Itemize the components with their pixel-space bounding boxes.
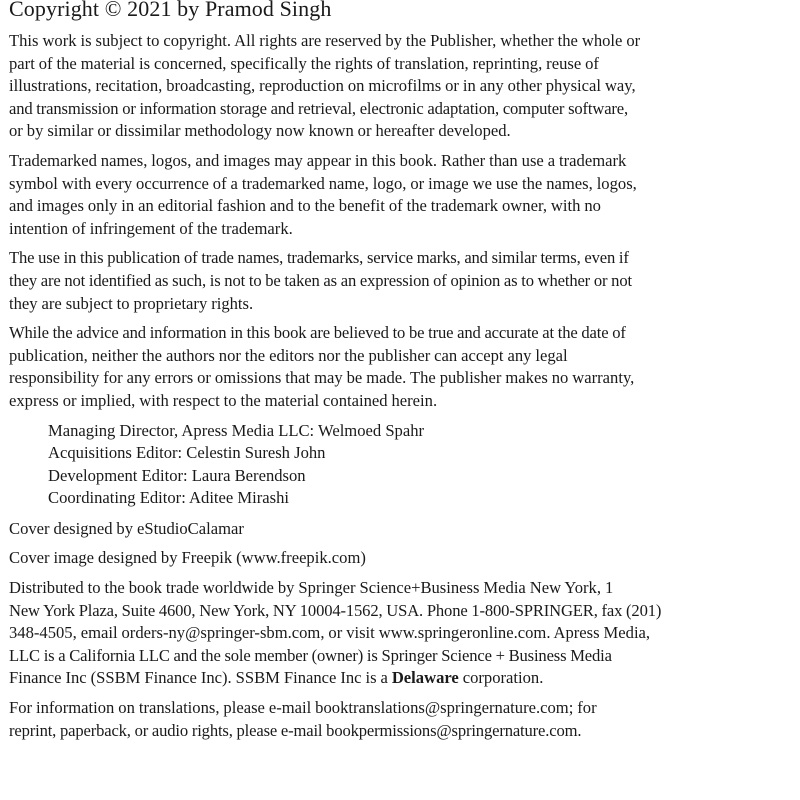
copyright-page [9,0,789,749]
text-line: they are not identified as such, is not to be taken as an expression of opinion as to whether or not [9,270,632,290]
text-line: 348-4505, email orders-ny@springer-sbm.com, or visit www.springeronline.com. Apress Media, [9,623,651,643]
text-line: responsibility for any errors or omissions that may be made. The publisher makes no warranty, [9,368,635,388]
text-line: they are subject to proprietary rights. [9,293,254,313]
credit-coordinating-editor: Coordinating Editor: Aditee Mirashi [48,488,290,508]
text-segment: corporation. [458,668,544,688]
text-line: For information on translations, please e-mail booktranslations@springernature.com; for [9,698,597,718]
trade-names-paragraph [9,247,789,315]
text-line: LLC is a California LLC and the sole member (owner) is Springer Science + Business Media [9,645,612,665]
text-segment: Finance Inc (SSBM Finance Inc). SSBM Finance Inc is a [9,668,392,688]
credit-development-editor: Development Editor: Laura Berendson [48,465,306,485]
advice-paragraph [9,322,789,412]
text-line: Distributed to the book trade worldwide by Springer Science+Business Media New York, 1 [9,578,614,598]
text-line: The use in this publication of trade names, trademarks, service marks, and similar terms, even if [9,248,629,268]
text-line: and transmission or information storage and retrieval, electronic adaptation, computer software, [9,98,629,118]
text-line: and images only in an editorial fashion and to the benefit of the trademark owner, with no [9,196,601,216]
translations-paragraph [9,697,789,742]
cover-image-credit: Cover image designed by Freepik (www.freepik.com) [9,548,366,568]
text-line: express or implied, with respect to the material contained herein. [9,390,438,410]
distribution-paragraph [9,577,789,690]
editorial-credits [9,420,789,510]
text-line: This work is subject to copyright. All rights are reserved by the Publisher, whether the whole or [9,31,641,50]
credit-acquisitions-editor: Acquisitions Editor: Celestin Suresh John [48,443,326,463]
text-line: symbol with every occurrence of a trademarked name, logo, or image we use the names, logos, [9,173,637,193]
text-line: part of the material is concerned, specifically the rights of translation, reprinting, reuse of [9,53,599,73]
rights-paragraph [9,30,789,143]
text-line [9,668,543,687]
text-line: While the advice and information in this book are believed to be true and accurate at the date of [9,323,626,343]
text-line: illustrations, recitation, broadcasting, reproduction on microfilms or in any other physical way, [9,76,636,96]
text-line: or by similar or dissimilar methodology now known or hereafter developed. [9,121,511,141]
credit-managing-director: Managing Director, Apress Media LLC: Welmoed Spahr [48,420,425,440]
trademarks-paragraph [9,150,789,240]
copyright-title: Copyright © 2021 by Pramod Singh [9,0,332,21]
text-line: publication, neither the authors nor the editors nor the publisher can accept any legal [9,345,568,365]
text-line: reprint, paperback, or audio rights, please e-mail bookpermissions@springernature.com. [9,720,582,740]
bold-text: Delaware [391,668,459,688]
text-line: intention of infringement of the trademark. [9,218,293,238]
text-line: Trademarked names, logos, and images may appear in this book. Rather than use a trademark [9,150,627,170]
cover-designer: Cover designed by eStudioCalamar [9,518,244,538]
text-line: New York Plaza, Suite 4600, New York, NY 10004-1562, USA. Phone 1-800-SPRINGER, fax (201) [9,600,662,620]
